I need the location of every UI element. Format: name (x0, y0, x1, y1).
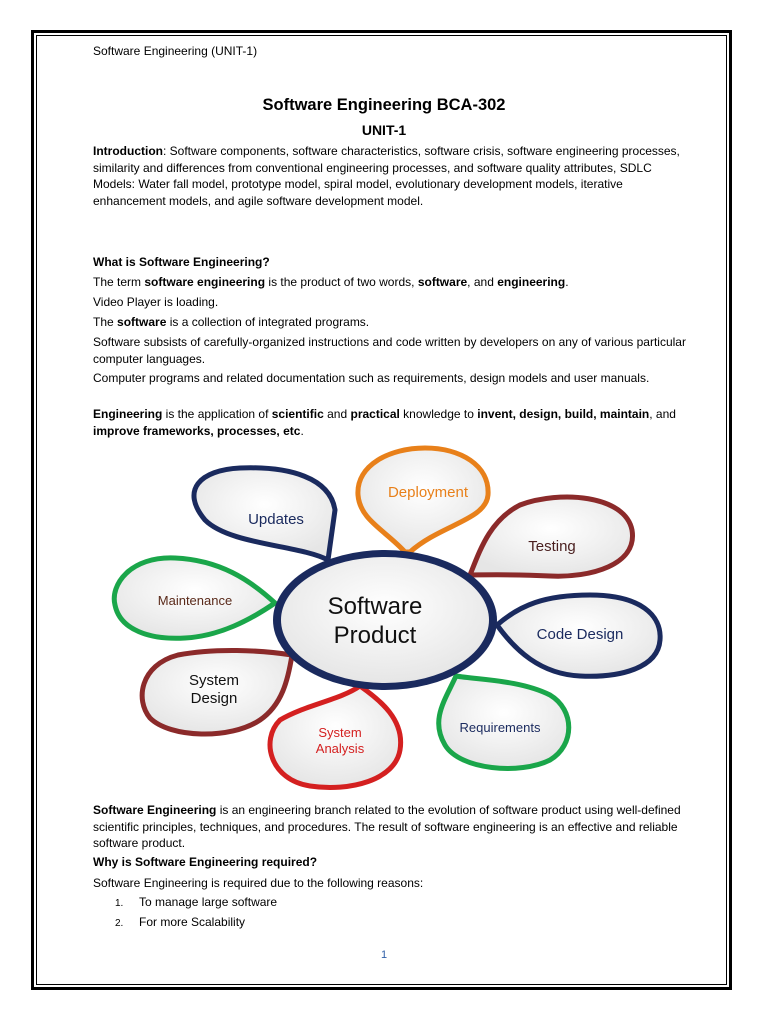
petal-testing (470, 497, 633, 576)
section-heading-what: What is Software Engineering? (93, 255, 270, 269)
petal-system-design (142, 650, 292, 734)
petal-system-analysis (270, 686, 401, 788)
page-number: 1 (380, 949, 388, 961)
label-deployment: Deployment (387, 484, 469, 501)
petal-deployment (358, 448, 488, 552)
label-system-design-1: System (188, 672, 240, 689)
petal-code-design (497, 595, 660, 676)
paragraph-software-def: The software is a collection of integrated programs. (93, 315, 370, 329)
paragraph-software-subsists: Software subsists of carefully-organized instructions and code written by developers on any of various particular computer languages. (93, 335, 686, 366)
paragraph-engineering-def: Engineering is the application of scientific and practical knowledge to invent, design, build, maintain, and improve frameworks, processes, etc. (93, 407, 676, 438)
list-item: 2. For more Scalability (115, 915, 246, 929)
paragraph-term: The term software engineering is the product of two words, software, and engineering. (93, 275, 569, 289)
label-code-design: Code Design (536, 626, 624, 643)
running-header: Software Engineering (UNIT-1) (93, 44, 258, 58)
petal-requirements (439, 676, 569, 768)
label-system-analysis-1: System (318, 725, 362, 740)
petal-maintenance (114, 558, 275, 638)
unit-heading: UNIT-1 (361, 122, 407, 138)
label-system-analysis-2: Analysis (315, 741, 365, 756)
center-label-1: Software (327, 593, 423, 620)
petal-updates (194, 468, 335, 560)
intro-text: : Software components, software characteristics, software crisis, software engineering processes, similarity and differences from conventional engineering processes, and software quality attributes, SDLC Models: Water fall model, prototype model, spiral model, evolutionary development models, iterative enhancement models, and agile software development model. (93, 144, 680, 208)
label-maintenance: Maintenance (157, 593, 233, 608)
center-software-product (273, 550, 497, 690)
paragraph-reasons-intro: Software Engineering is required due to the following reasons: (93, 876, 424, 890)
label-updates: Updates (248, 511, 304, 528)
software-product-diagram (0, 440, 768, 800)
label-system-design-2: Design (190, 690, 238, 707)
paragraph-video-player: Video Player is loading. (93, 295, 219, 309)
section-heading-why: Why is Software Engineering required? (93, 855, 318, 869)
document-title: Software Engineering BCA-302 (262, 96, 506, 114)
paragraph-software-engineering: Software Engineering is an engineering branch related to the evolution of software product using well-defined scientific principles, techniques, and procedures. The result of software engineering is an effective and reliable software product. (93, 803, 681, 850)
label-testing: Testing (528, 538, 576, 555)
center-label-2: Product (333, 622, 417, 649)
paragraph-programs: Computer programs and related documentation such as requirements, design models and user manuals. (93, 371, 650, 385)
intro-label: Introduction (93, 144, 163, 158)
label-requirements: Requirements (459, 720, 541, 735)
intro-paragraph (93, 143, 693, 209)
list-item: 1. To manage large software (115, 895, 278, 909)
